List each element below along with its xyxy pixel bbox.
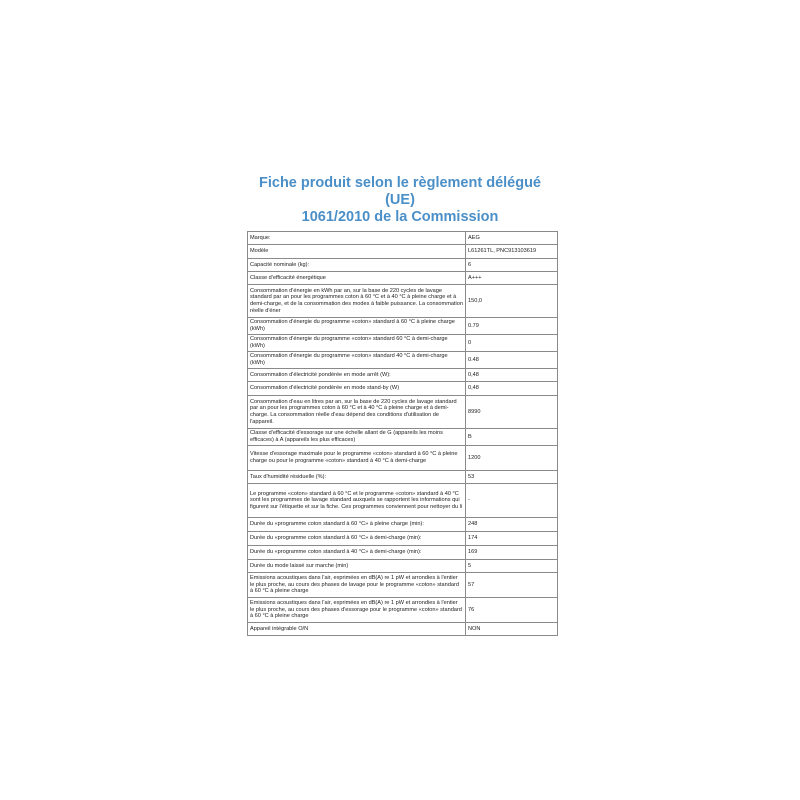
- title-line-1: Fiche produit selon le règlement délégué (UE): [259, 175, 541, 208]
- row-label: Capacité nominale (kg):: [248, 259, 466, 272]
- row-value: 248: [466, 518, 558, 532]
- row-value: 150,0: [466, 285, 558, 318]
- row-value: L61261TL, PNC913103619: [466, 245, 558, 259]
- table-row: [248, 232, 558, 245]
- row-value: 0,48: [466, 382, 558, 396]
- row-label: Consommation d'énergie en kWh par an, sur la base de 220 cycles de lavage standard par an pour les programmes coton à 60 °C et à 40 °C à pleine charge et à demi-charge, et de la consommation des modes à faible puissance. La consommation réelle d'éner: [248, 285, 466, 318]
- row-label: Emissions acoustiques dans l'air, exprimées en dB(A) re 1 pW et arrondies à l'entier le plus proche, au cours des phases d'essorage pour le programme «coton» standard à 60 °C à pleine charge: [248, 598, 466, 623]
- row-label: Consommation d'énergie du programme «coton» standard 60 °C à demi-charge (kWh): [248, 335, 466, 352]
- row-value: 174: [466, 532, 558, 546]
- table-row: [248, 429, 558, 446]
- row-value: 57: [466, 573, 558, 598]
- row-label: Durée du «programme coton standard à 60 °C» à demi-charge (min):: [248, 532, 466, 546]
- row-value: 0.48: [466, 352, 558, 369]
- row-value: 5: [466, 560, 558, 573]
- table-row: [248, 272, 558, 285]
- row-value: A+++: [466, 272, 558, 285]
- table-row: [248, 352, 558, 369]
- table-row: [248, 446, 558, 471]
- row-value: 53: [466, 471, 558, 484]
- table-row: [248, 484, 558, 518]
- table-row: [248, 259, 558, 272]
- row-value: B: [466, 429, 558, 446]
- table-row: [248, 518, 558, 532]
- row-label: Consommation d'énergie du programme «coton» standard à 60 °C à pleine charge (kWh): [248, 318, 466, 335]
- row-label: Consommation d'électricité pondérée en mode arrêt (W):: [248, 369, 466, 382]
- table-row: [248, 623, 558, 636]
- table-row: [248, 573, 558, 598]
- row-label: Consommation d'électricité pondérée en mode stand-by (W): [248, 382, 466, 396]
- row-label: Appareil intégrable O/N: [248, 623, 466, 636]
- row-label: Classe d'efficacité d'essorage sur une échelle allant de G (appareils les moins efficaces) à A (appareils les plus efficaces): [248, 429, 466, 446]
- row-value: 169: [466, 546, 558, 560]
- table-row: [248, 560, 558, 573]
- table-row: [248, 369, 558, 382]
- row-value: -: [466, 484, 558, 518]
- row-value: 0: [466, 335, 558, 352]
- table-row: [248, 532, 558, 546]
- product-sheet: [247, 175, 553, 636]
- table-row: [248, 546, 558, 560]
- spec-table: [247, 231, 558, 636]
- row-value: 76: [466, 598, 558, 623]
- row-value: 1200: [466, 446, 558, 471]
- row-label: Consommation d'eau en litres par an, sur la base de 220 cycles de lavage standard par an pour les programmes coton à 60 °C et à 40 °C à pleine charge et à demi-charge. La consommation réelle d'eau dépend des conditions d'utilisation de l'appareil.: [248, 396, 466, 429]
- row-value: 0,48: [466, 369, 558, 382]
- row-label: Taux d'humidité résiduelle (%):: [248, 471, 466, 484]
- table-row: [248, 285, 558, 318]
- row-label: Le programme «coton» standard à 60 °C et le programme «coton» standard à 40 °C sont les programmes de lavage standard auxquels se rapportent les informations qui figurent sur l'étiquette et sur la fiche. Ces programmes conviennent pour nettoyer du li: [248, 484, 466, 518]
- row-label: Consommation d'énergie du programme «coton» standard 40 °C à demi-charge (kWh): [248, 352, 466, 369]
- document-title: [247, 175, 553, 226]
- table-row: [248, 335, 558, 352]
- row-value: 8990: [466, 396, 558, 429]
- row-label: Classe d'efficacité énergétique: [248, 272, 466, 285]
- title-line-2: 1061/2010 de la Commission: [301, 209, 499, 225]
- table-row: [248, 382, 558, 396]
- row-label: Durée du «programme coton standard à 40 °C» à demi-charge (min):: [248, 546, 466, 560]
- row-label: Marque:: [248, 232, 466, 245]
- table-row: [248, 471, 558, 484]
- row-label: Modèle: [248, 245, 466, 259]
- table-row: [248, 396, 558, 429]
- table-row: [248, 598, 558, 623]
- row-value: 6: [466, 259, 558, 272]
- row-value: 0.79: [466, 318, 558, 335]
- row-label: Vitesse d'essorage maximale pour le programme «coton» standard à 60 °C à pleine charge ou pour le programme «coton» standard à 40 °C à demi-charge: [248, 446, 466, 471]
- row-label: Emissions acoustiques dans l'air, exprimées en dB(A) re 1 pW et arrondies à l'entier le plus proche, au cours des phases de lavage pour le programme «coton» standard à 60 °C à pleine charge: [248, 573, 466, 598]
- row-value: NON: [466, 623, 558, 636]
- row-value: AEG: [466, 232, 558, 245]
- table-row: [248, 318, 558, 335]
- row-label: Durée du «programme coton standard à 60 °C» à pleine charge (min):: [248, 518, 466, 532]
- row-label: Durée du mode laissé sur marche (min): [248, 560, 466, 573]
- table-row: [248, 245, 558, 259]
